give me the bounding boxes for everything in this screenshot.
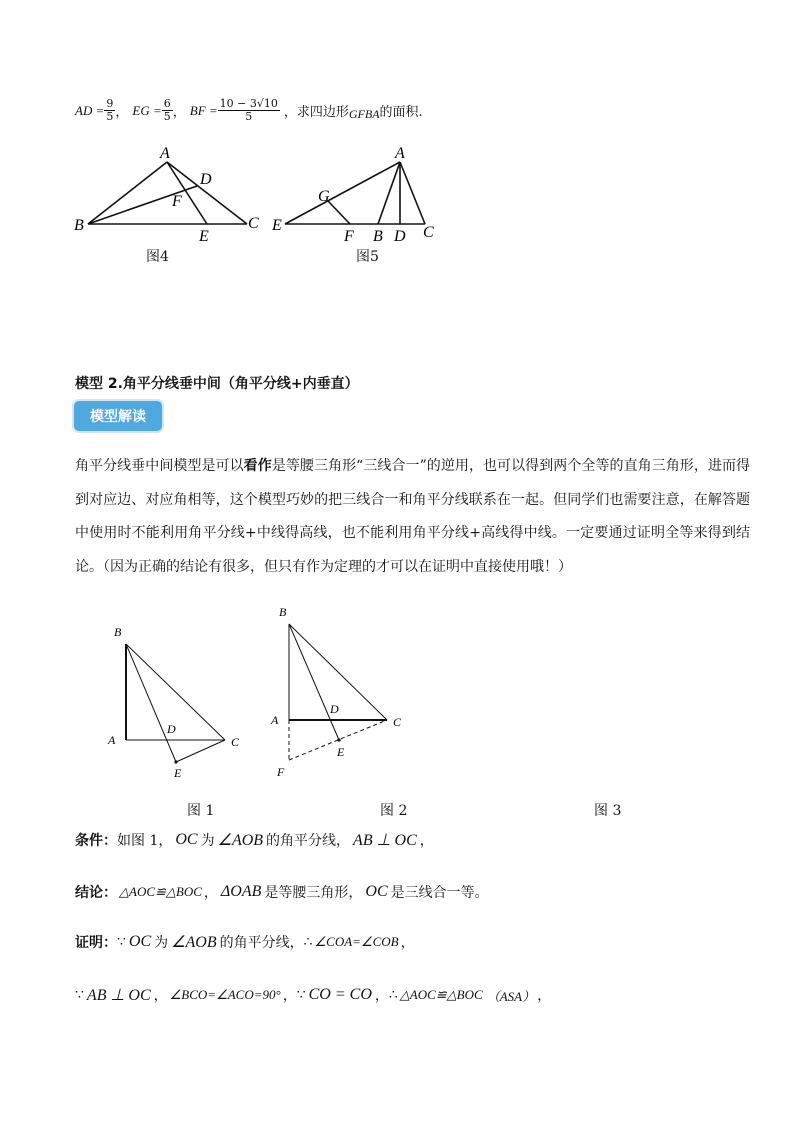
fig5-label-d: D — [394, 228, 406, 245]
fig1-label-b: B — [114, 625, 122, 639]
proof2-text2: ， — [282, 988, 297, 1004]
fig4-caption: 图4 — [146, 249, 169, 265]
eg-num: 6 — [163, 97, 171, 110]
model-explanation — [75, 450, 750, 584]
fig2-label-f: F — [277, 765, 285, 779]
ad-lhs: AD = — [75, 102, 105, 118]
fig5-label-c: C — [423, 224, 434, 241]
conclusion-text3: 是三线合一等。 — [390, 885, 489, 901]
conclusion-text2: 是等腰三角形， — [264, 885, 363, 901]
conclusion-m3: OC — [365, 883, 388, 900]
given-values-line — [75, 98, 423, 123]
fig5-label-e: E — [272, 217, 282, 234]
fig1-label-e: E — [174, 766, 182, 780]
para-post: 是等腰三角形“三线合一”的逆用，也可以得到两个全等的直角三角形，进而得到对应边、对应角相等，这个模型巧妙的把三线合一和角平分线联系在一起。但同学们也需要注意，在解答题中使用时不能利用角平分线+中线得高线，也不能利用角平分线+高线得中线。一定要通过证明全等来得到结论。（因为正确的结论有很多，但只有作为定理的才可以在证明中直接使用哦！） — [75, 458, 751, 575]
condition-text1: 如图 1， — [117, 833, 173, 849]
eg-fraction — [162, 98, 173, 123]
proof-text1: 为 — [154, 935, 169, 951]
fig2-point-e — [337, 738, 340, 741]
condition-text2: 为 — [200, 833, 215, 849]
fig2-caption: 图 2 — [380, 803, 408, 819]
ad-formula: AD = $\frac{9}{5}$ ， — [75, 97, 129, 123]
eg-den: 5 — [163, 110, 171, 123]
proof-because: ∵ — [117, 934, 126, 950]
question-post: 的面积. — [379, 105, 423, 120]
fig5-label-f: F — [344, 228, 354, 245]
proof2-m1: AB ⊥ OC — [86, 987, 151, 1004]
fig1-caption: 图 1 — [187, 803, 215, 819]
fig1-label-c: C — [231, 735, 240, 749]
bf-den: 5 — [245, 110, 253, 123]
proof2-therefore: ∴ — [388, 987, 398, 1003]
condition-m2: ∠AOB — [217, 832, 264, 849]
proof2-m2: ∠BCO=∠ACO=90° — [169, 987, 281, 1002]
bf-num: 10 − 3√10 — [219, 97, 278, 110]
fig5-line-ac — [400, 162, 425, 224]
proof2-text3: ， — [374, 988, 389, 1004]
figure-1 — [100, 620, 250, 785]
fig3-caption: 图 3 — [594, 803, 622, 819]
proof2-text1: ， — [153, 988, 168, 1004]
proof2-because1: ∵ — [75, 987, 84, 1003]
model-badge: 模型解读 — [74, 401, 162, 431]
proof2-m5: （ASA） — [486, 988, 536, 1004]
condition-text3: 的角平分线， — [266, 833, 351, 849]
quad-name: GFBA — [348, 107, 380, 121]
condition-m3: AB ⊥ OC — [353, 832, 417, 849]
bf-formula — [190, 98, 280, 123]
fig5-label-b: B — [373, 228, 383, 245]
fig2-label-b: B — [279, 605, 287, 619]
fig2-label-a: A — [271, 713, 279, 727]
fig4-label-e: E — [199, 228, 209, 245]
figure-5 — [265, 140, 455, 250]
proof-therefore: ∴ — [303, 934, 313, 950]
section-heading: 模型 2.角平分线垂中间（角平分线+内垂直） — [75, 376, 359, 392]
fig1-point-e — [174, 760, 177, 763]
ad-fraction — [104, 98, 115, 123]
fig5-label-g: G — [318, 188, 330, 205]
fig4-label-f: F — [172, 193, 182, 210]
fig1-line-ec — [176, 740, 225, 762]
eg-lhs: EG = — [132, 102, 162, 118]
proof-text2: 的角平分线， — [219, 935, 304, 951]
fig5-caption: 图5 — [356, 249, 379, 265]
fig1-line-be — [126, 644, 176, 762]
proof2-text4: ， — [537, 988, 552, 1004]
fig4-label-d: D — [200, 171, 212, 188]
condition-line — [75, 830, 434, 850]
fig2-line-be — [289, 624, 339, 740]
para-bold: 看作 — [243, 458, 272, 474]
conclusion-text1: ， — [203, 885, 218, 901]
conclusion-label: 结论： — [75, 885, 117, 901]
fig1-label-d: D — [167, 722, 176, 736]
condition-m1: OC — [175, 831, 198, 848]
para-pre: 角平分线垂中间模型是可以 — [75, 458, 244, 474]
fig2-label-e: E — [337, 745, 345, 759]
fig4-label-c: C — [248, 215, 259, 232]
figure-4 — [60, 140, 280, 270]
question-pre: ，求四边形 — [283, 105, 349, 120]
proof-line-1 — [75, 932, 415, 952]
bf-fraction — [218, 98, 280, 123]
bf-lhs: BF = — [189, 102, 218, 118]
fig5-line-ea — [285, 162, 400, 224]
conclusion-m2: ΔOAB — [220, 883, 262, 900]
proof-m3: ∠COA=∠COB — [314, 934, 399, 949]
figure-2 — [265, 600, 415, 785]
fig5-label-a: A — [395, 145, 405, 162]
fig2-label-c: C — [393, 715, 402, 729]
eg-formula: EG = $\frac{6}{5}$ ， — [132, 97, 186, 123]
proof-line-2 — [75, 985, 551, 1005]
fig5-line-gf — [328, 201, 350, 224]
fig4-label-a: A — [160, 145, 170, 162]
fig4-label-b: B — [74, 217, 84, 234]
proof-text3: ， — [400, 935, 415, 951]
proof2-because2: ∵ — [296, 987, 306, 1003]
condition-label: 条件： — [75, 833, 117, 849]
fig1-label-a: A — [108, 733, 116, 747]
proof-m2: ∠AOB — [171, 934, 217, 951]
proof-m1: OC — [128, 933, 152, 950]
fig4-line-ba — [88, 162, 167, 224]
ad-den: 5 — [106, 110, 114, 123]
proof2-m3: CO = CO — [308, 986, 372, 1003]
proof-label: 证明： — [75, 935, 117, 951]
condition-text4: ， — [419, 833, 434, 849]
conclusion-line — [75, 882, 489, 902]
conclusion-m1: △AOC≌△BOC — [119, 884, 202, 899]
fig2-label-d: D — [330, 702, 339, 716]
proof2-m4: △AOC≌△BOC — [399, 987, 483, 1002]
ad-num: 9 — [106, 97, 114, 110]
